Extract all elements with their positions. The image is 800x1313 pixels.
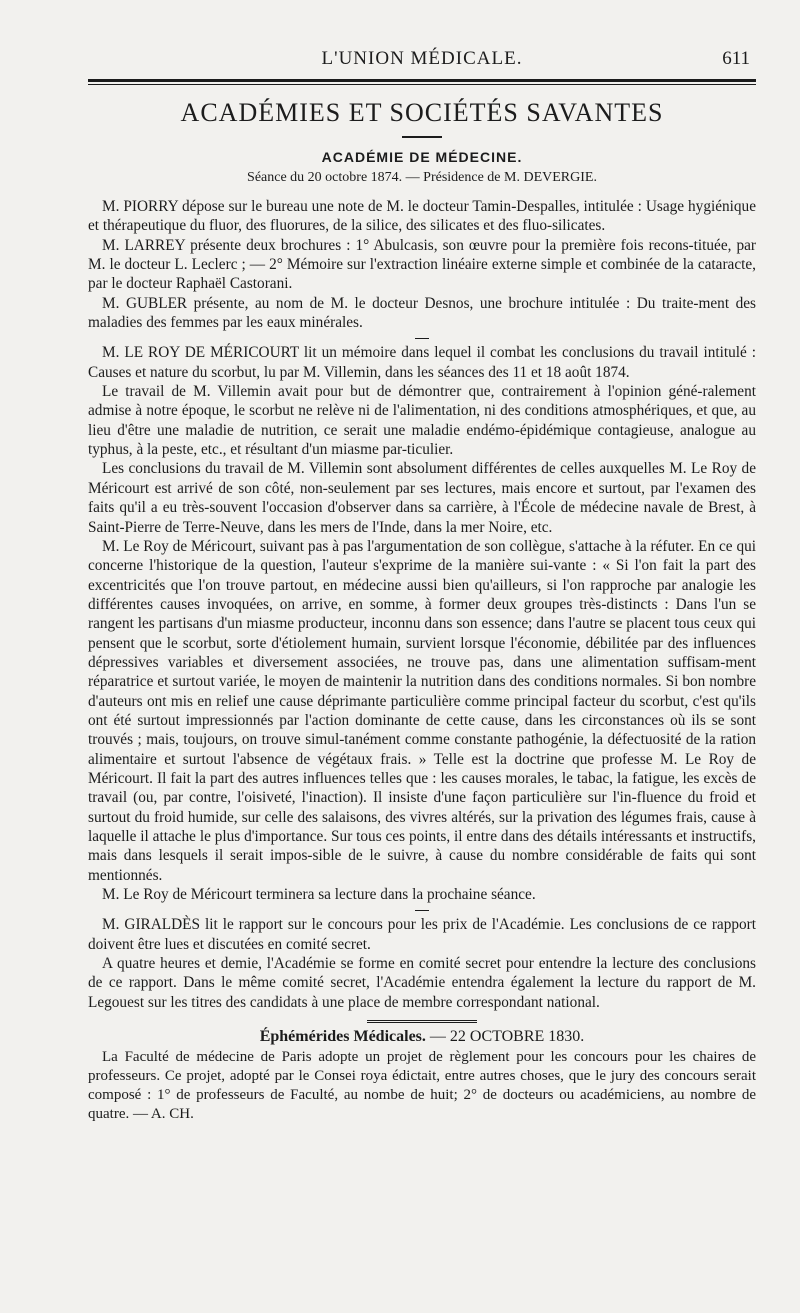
running-title: L'UNION MÉDICALE. bbox=[321, 48, 523, 69]
ephemerides-rule bbox=[367, 1020, 477, 1023]
paragraph: M. Le Roy de Méricourt, suivant pas à pas l'argumentation de son collègue, s'attache à la réfuter. En ce qui concerne l'historique de la question, l'auteur s'exprime de la manière sui-vante : « Si l'on fait la part des excentricités que l'on trouve partout, en médecine aussi bien qu'ailleurs, si l'on rapproche par analogie les différentes causes invoquées, on arrive, en somme, à former deux groupes très-distincts : Dans l'un se rangent les partisans d'un miasme producteur, inconnu dans son essence; dans l'autre se placent tous ceux qui pensent que le scorbut, sorte d'étiolement humain, survient lorsque l'économie, débilitée par des influences dépressives variables et diversement associées, ne trouve pas, dans une alimentation suffisam-ment réparatrice et surtout variée, le moyen de maintenir la nutrition dans des conditions normales. Si bon nombre d'auteurs ont mis en relief une cause déprimante particulière comme principal facteur du scorbut, c'est qu'ils ont été surtout impressionnés par l'action dominante de cette cause, dans les circonstances où ils se sont trouvés ; mais, toujours, on trouve simul-tanément comme constante pathogénie, la défectuosité de la ration alimentaire et surtout l'absence de végétaux frais. » Telle est la doctrine que professe M. Le Roy de Méricourt. Il fait la part des autres influences telles que : les causes morales, le tabac, la fatigue, les excès de travail (ou, par contre, l'oisiveté, l'inaction). Il insiste d'une façon particulière sur l'in-fluence du froid et surtout du froid humide, sur celle des salaisons, des vivres altérés, sur la privation des légumes frais, cause à laquelle il attache le plus d'importance. Sur tous ces points, il entre dans des détails intéressants et instructifs, mais dans lesquels il serait impos-sible de le suivre, à cause du nombre considérable de faits qui sont mentionnés. bbox=[88, 537, 756, 884]
paragraph: M. Le Roy de Méricourt terminera sa lecture dans la prochaine séance. bbox=[102, 886, 536, 904]
paragraph: M. LE ROY DE MÉRICOURT lit un mémoire dans lequel il combat les conclusions du travail intitulé : Causes et nature du scorbut, lu par M. Villemin, dans les séances des 11 et 18 août 1874. bbox=[88, 344, 756, 381]
ephemerides-date: — 22 OCTOBRE 1830. bbox=[429, 1028, 585, 1046]
paragraph: M. LARREY présente deux brochures : 1° Abulcasis, son œuvre pour la première fois recons-tituée, par M. le docteur L. Leclerc ; — 2° Mémoire sur l'extraction linéaire externe simple et combinée de la cataracte, par le docteur Raphaël Castorani. bbox=[88, 236, 756, 293]
session-line: Séance du 20 octobre 1874. — Présidence de M. DEVERGIE. bbox=[247, 170, 597, 185]
ephemerides-text: La Faculté de médecine de Paris adopte un projet de règlement pour les concours pour les chaires de professeurs. Ce projet, adopté par le Consei roya édictait, entre autres choses, que le jury des concours serait composé : 1° de professeurs de Faculté, au nombe de huit; 2° de docteurs ou académiciens, au nombre de quatre. — A. CH. bbox=[88, 1049, 756, 1123]
header-rule bbox=[88, 79, 756, 85]
section-title: ACADÉMIES ET SOCIÉTÉS SAVANTES bbox=[180, 98, 664, 127]
separator-rule bbox=[415, 338, 429, 339]
ephemerides-heading bbox=[88, 1027, 756, 1046]
paragraph: Le travail de M. Villemin avait pour but de démontrer que, contrairement à l'opinion géné-ralement admise à notre époque, le scorbut ne relève ni de l'alimentation, ni des conditions atmosphériques, et que, au lieu d'être une maladie de nutrition, ce serait une maladie endémo-épidémique contagieuse, analogue au typhus, à la peste, etc., et résultant d'un miasme par-ticulier. bbox=[88, 383, 756, 459]
paragraph: M. PIORRY dépose sur le bureau une note de M. le docteur Tamin-Despalles, intitulée : Usage hygiénique et thérapeutique du fluor, des fluorures, de la silice, des silicates et des fluo-silicates. bbox=[88, 198, 756, 235]
page-number: 611 bbox=[722, 48, 750, 69]
title-rule bbox=[402, 136, 442, 138]
paragraph: A quatre heures et demie, l'Académie se forme en comité secret pour entendre la lecture des conclusions de ce rapport. Dans le même comité secret, l'Académie entendra également la lecture du rapport de M. Legouest sur les titres des candidats à une place de membre correspondant national. bbox=[88, 955, 756, 1011]
page-header bbox=[88, 48, 756, 72]
ephemerides-title: Éphémérides Médicales. bbox=[259, 1028, 426, 1046]
academy-title: ACADÉMIE DE MÉDECINE. bbox=[321, 149, 523, 165]
paragraph: Les conclusions du travail de M. Villemin sont absolument différentes de celles auxquelles M. Le Roy de Méricourt est arrivé de son côté, non-seulement par ses lectures, mais encore et surtout, par l'examen des faits qu'il a eu très-souvent l'occasion d'observer dans sa carrière, à l'École de médecine navale de Brest, à Saint-Pierre de Terre-Neuve, dans les mers de l'Inde, dans la mer Noire, etc. bbox=[88, 460, 756, 536]
paragraph: M. GIRALDÈS lit le rapport sur le concours pour les prix de l'Académie. Les conclusions de ce rapport doivent être lues et discutées en comité secret. bbox=[88, 916, 756, 953]
paragraph: M. GUBLER présente, au nom de M. le docteur Desnos, une brochure intitulée : Du traite-ment des maladies des femmes par les eaux minérales. bbox=[88, 294, 756, 332]
article-body bbox=[88, 197, 756, 1124]
separator-rule bbox=[415, 910, 429, 911]
